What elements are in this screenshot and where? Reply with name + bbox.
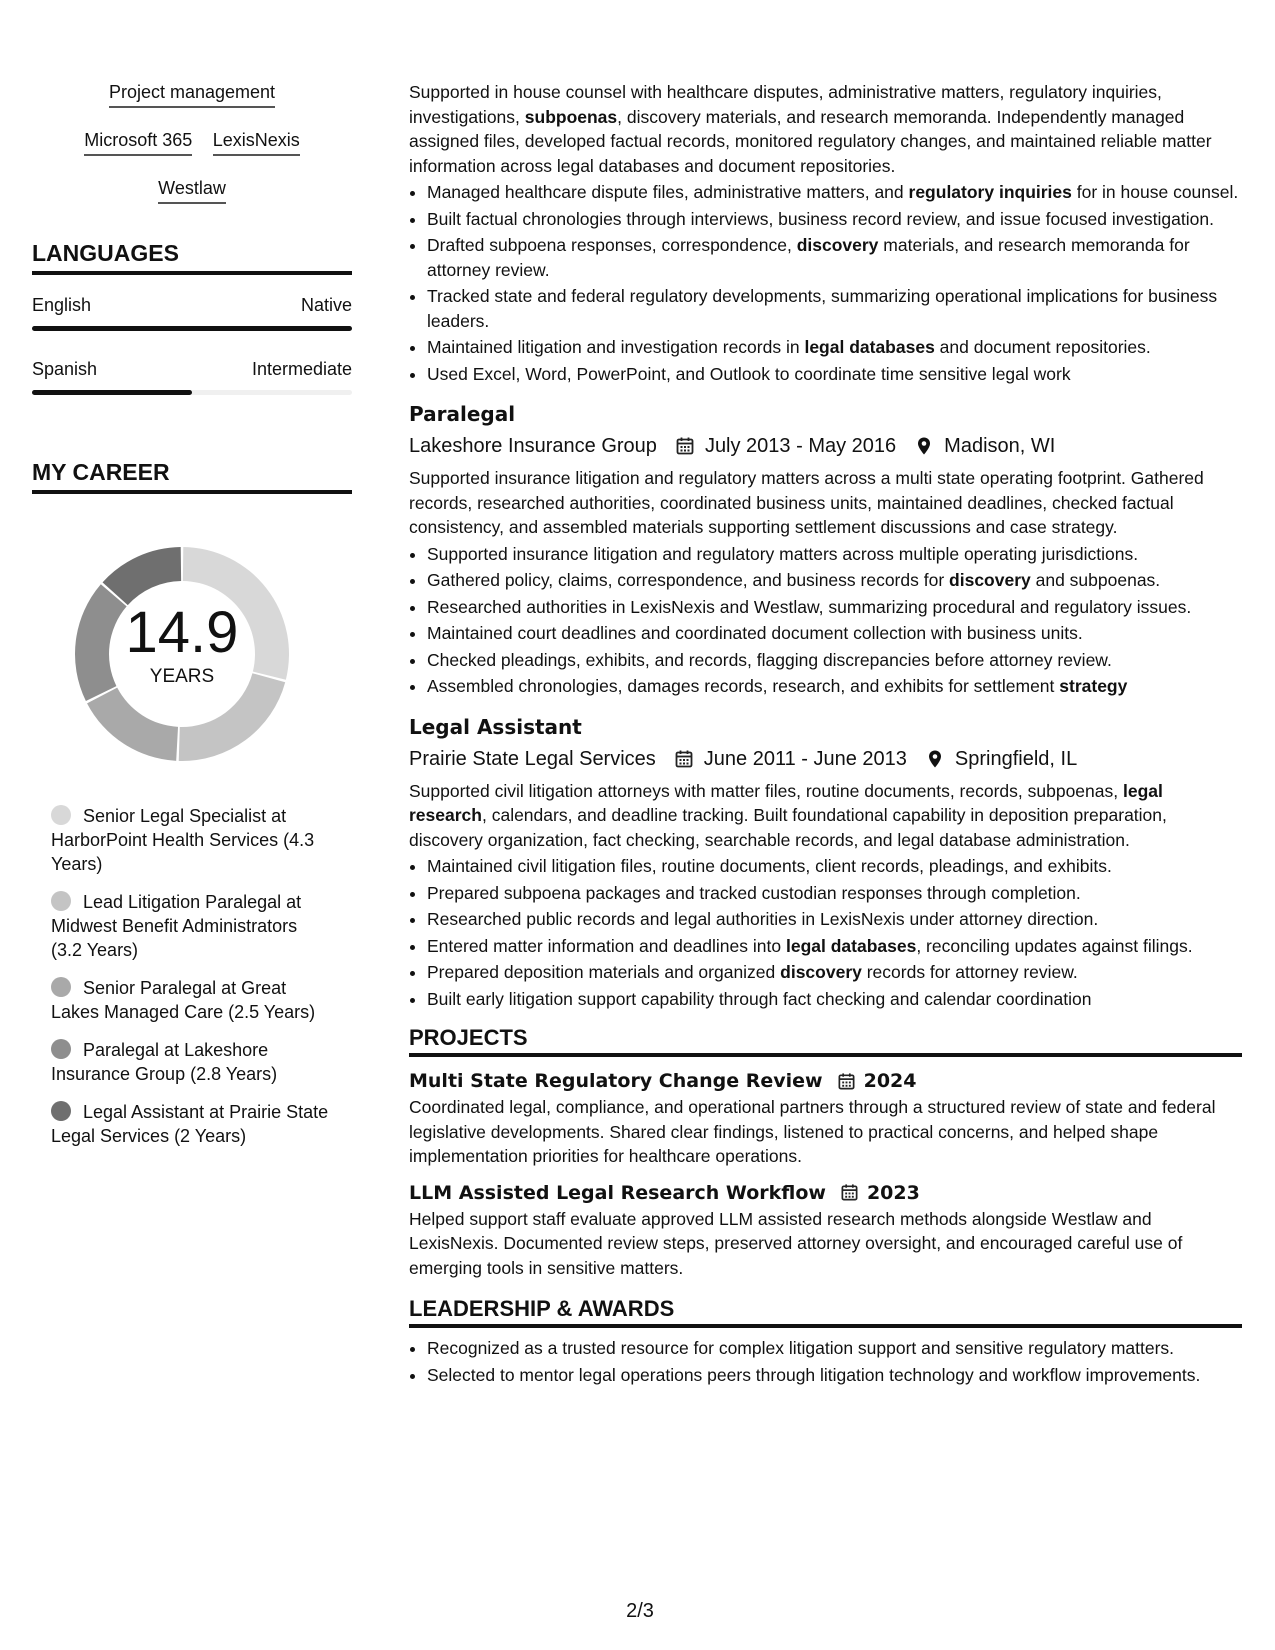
donut-segment — [87, 688, 178, 761]
job-dates: June 2011 - June 2013 — [703, 747, 907, 770]
legend-label: Senior Legal Specialist at HarborPoint Health Services (4.3 Years) — [51, 806, 315, 874]
legend-dot — [51, 1039, 71, 1059]
language-proficiency-fill — [32, 390, 192, 395]
bullet-item: • Drafted subpoena responses, correspondence, discovery materials, and research memoranda for attorney review. — [427, 233, 1242, 282]
legend-dot — [51, 891, 71, 911]
project-title: LLM Assisted Legal Research Workflow — [409, 1181, 826, 1204]
legend-dot — [51, 1101, 71, 1121]
bullet-item: • Checked pleadings, exhibits, and records, flagging discrepancies before attorney review. — [427, 648, 1242, 673]
role-bullets — [409, 542, 1242, 699]
language-level: Intermediate — [251, 359, 352, 379]
job-meta — [409, 745, 1242, 773]
project-description: Helped support staff evaluate approved LLM assisted research methods alongside Westlaw and LexisNexis. Documented review steps, preserved attorney oversight, and encouraged careful use of emerging tools in sensitive matters. — [409, 1208, 1183, 1278]
page-number: 2/3 — [626, 1600, 654, 1622]
skill-tag: Microsoft 365 — [84, 128, 192, 156]
skill-tag: Westlaw — [158, 176, 226, 204]
experience-entry — [409, 713, 1242, 1012]
bullet-item: • Built factual chronologies through interviews, business record review, and issue focused investigation. — [427, 207, 1242, 232]
bullet-item: • Maintained litigation and investigation records in legal databases and document repositories. — [427, 335, 1242, 360]
leadership-heading: LEADERSHIP & AWARDS — [409, 1296, 1242, 1328]
company-name: Prairie State Legal Services — [409, 747, 656, 770]
career-legend-item — [51, 1038, 331, 1086]
legend-label: Paralegal at Lakeshore Insurance Group (2.8 Years) — [51, 1040, 278, 1084]
role-summary: Supported civil litigation attorneys with matter files, routine documents, records, subpoenas, legal research, calendars, and deadline tracking. Built foundational capability in deposition preparation, discovery organization, fact checking, searchable records, and legal database administration. — [409, 780, 1167, 850]
leadership-item: • Selected to mentor legal operations peers through litigation technology and workflow improvements. — [427, 1363, 1242, 1388]
location-pin-icon — [925, 749, 945, 769]
language-proficiency-bar — [32, 390, 352, 395]
career-legend-item — [51, 890, 331, 962]
bullet-item: • Researched authorities in LexisNexis and Westlaw, summarizing procedural and regulatory issues. — [427, 595, 1242, 620]
career-total-years: 14.9 — [125, 600, 239, 665]
role-summary: Supported in house counsel with healthcare disputes, administrative matters, regulatory inquiries, investigations, subpoenas, discovery materials, and research memoranda. Independently managed assigned files, developed factual records, monitored regulatory changes, and maintained reliable matter information across legal databases and document repositories. — [409, 82, 1212, 176]
career-legend-item — [51, 804, 331, 876]
experience-entry — [409, 400, 1242, 699]
job-title: Paralegal — [409, 402, 516, 426]
career-heading: MY CAREER — [32, 459, 352, 494]
language-proficiency-bar — [32, 326, 352, 331]
project-title: Multi State Regulatory Change Review — [409, 1070, 823, 1092]
project-entry — [409, 1179, 1242, 1281]
bullet-item: • Gathered policy, claims, correspondence, and business records for discovery and subpoenas. — [427, 568, 1242, 593]
language-proficiency-fill — [32, 326, 352, 331]
language-name: English — [32, 295, 92, 315]
left-column — [32, 80, 352, 1162]
skills-list — [32, 80, 352, 204]
language-item — [32, 359, 352, 395]
role-bullets — [409, 854, 1242, 1011]
skill-tag: Project management — [109, 80, 275, 108]
leadership-list — [409, 1336, 1242, 1387]
company-name: Lakeshore Insurance Group — [409, 435, 657, 457]
legend-label: Legal Assistant at Prairie State Legal Services (2 Years) — [51, 1102, 329, 1146]
experience-list — [409, 400, 1242, 1011]
job-title: Legal Assistant — [409, 714, 582, 739]
bullet-item: • Managed healthcare dispute files, administrative matters, and regulatory inquiries for in house counsel. — [427, 180, 1242, 205]
project-description: Coordinated legal, compliance, and operational partners through a structured review of state and federal legislative developments. Shared clear findings, listened to practical concerns, and helped shape implementation priorities for healthcare operations. — [409, 1097, 1216, 1166]
legend-dot — [51, 805, 71, 825]
job-location: Springfield, IL — [954, 747, 1078, 770]
calendar-icon — [837, 1072, 856, 1091]
bullet-item: • Entered matter information and deadlines into legal databases, reconciling updates against filings. — [427, 934, 1242, 959]
bullet-item: • Maintained court deadlines and coordinated document collection with business units. — [427, 621, 1242, 646]
project-entry — [409, 1067, 1242, 1169]
bullet-item: • Tracked state and federal regulatory developments, summarizing operational implications for business leaders. — [427, 284, 1242, 333]
bullet-item: • Prepared deposition materials and organized discovery records for attorney review. — [427, 960, 1242, 985]
languages-heading: LANGUAGES — [32, 240, 352, 275]
career-donut-chart — [62, 534, 302, 774]
legend-label: Senior Paralegal at Great Lakes Managed Care (2.5 Years) — [51, 978, 316, 1022]
bullet-item: • Built early litigation support capability through fact checking and calendar coordination — [427, 987, 1242, 1012]
location-pin-icon — [914, 436, 934, 456]
bullet-item: • Used Excel, Word, PowerPoint, and Outlook to coordinate time sensitive legal work — [427, 362, 1242, 387]
project-year: 2024 — [863, 1070, 917, 1092]
calendar-icon — [675, 436, 695, 456]
calendar-icon — [674, 749, 694, 769]
projects-heading: PROJECTS — [409, 1025, 1242, 1057]
calendar-icon — [840, 1183, 859, 1202]
legend-label: Lead Litigation Paralegal at Midwest Benefit Administrators (3.2 Years) — [51, 892, 302, 960]
language-level: Native — [300, 295, 352, 315]
language-name: Spanish — [32, 359, 98, 379]
legend-dot — [51, 977, 71, 997]
career-legend-item — [51, 1100, 331, 1148]
bullet-item: • Researched public records and legal authorities in LexisNexis under attorney direction. — [427, 907, 1242, 932]
project-year: 2023 — [866, 1181, 920, 1204]
bullet-item: • Supported insurance litigation and regulatory matters across multiple operating jurisdictions. — [427, 542, 1242, 567]
skill-tag: LexisNexis — [213, 128, 300, 156]
career-legend-item — [51, 976, 331, 1024]
role-bullets — [409, 180, 1242, 386]
career-legend — [32, 804, 352, 1148]
leadership-item: • Recognized as a trusted resource for complex litigation support and sensitive regulatory matters. — [427, 1336, 1242, 1361]
bullet-item: • Assembled chronologies, damages records, research, and exhibits for settlement strategy — [427, 674, 1242, 699]
projects-list — [409, 1067, 1242, 1280]
language-item — [32, 295, 352, 331]
career-total-unit: YEARS — [149, 666, 215, 687]
right-column — [409, 80, 1242, 1389]
job-dates: July 2013 - May 2016 — [704, 435, 897, 457]
bullet-item: • Maintained civil litigation files, routine documents, client records, pleadings, and exhibits. — [427, 854, 1242, 879]
role-summary: Supported insurance litigation and regulatory matters across a multi state operating footprint. Gathered records, researched authorities, coordinated business units, maintained deadlines, checked factual consistency, and assembled materials supporting settlement discussions and case strategy. — [409, 468, 1204, 537]
job-location: Madison, WI — [944, 435, 1056, 457]
bullet-item: • Prepared subpoena packages and tracked custodian responses through completion. — [427, 881, 1242, 906]
job-meta — [409, 432, 1242, 460]
